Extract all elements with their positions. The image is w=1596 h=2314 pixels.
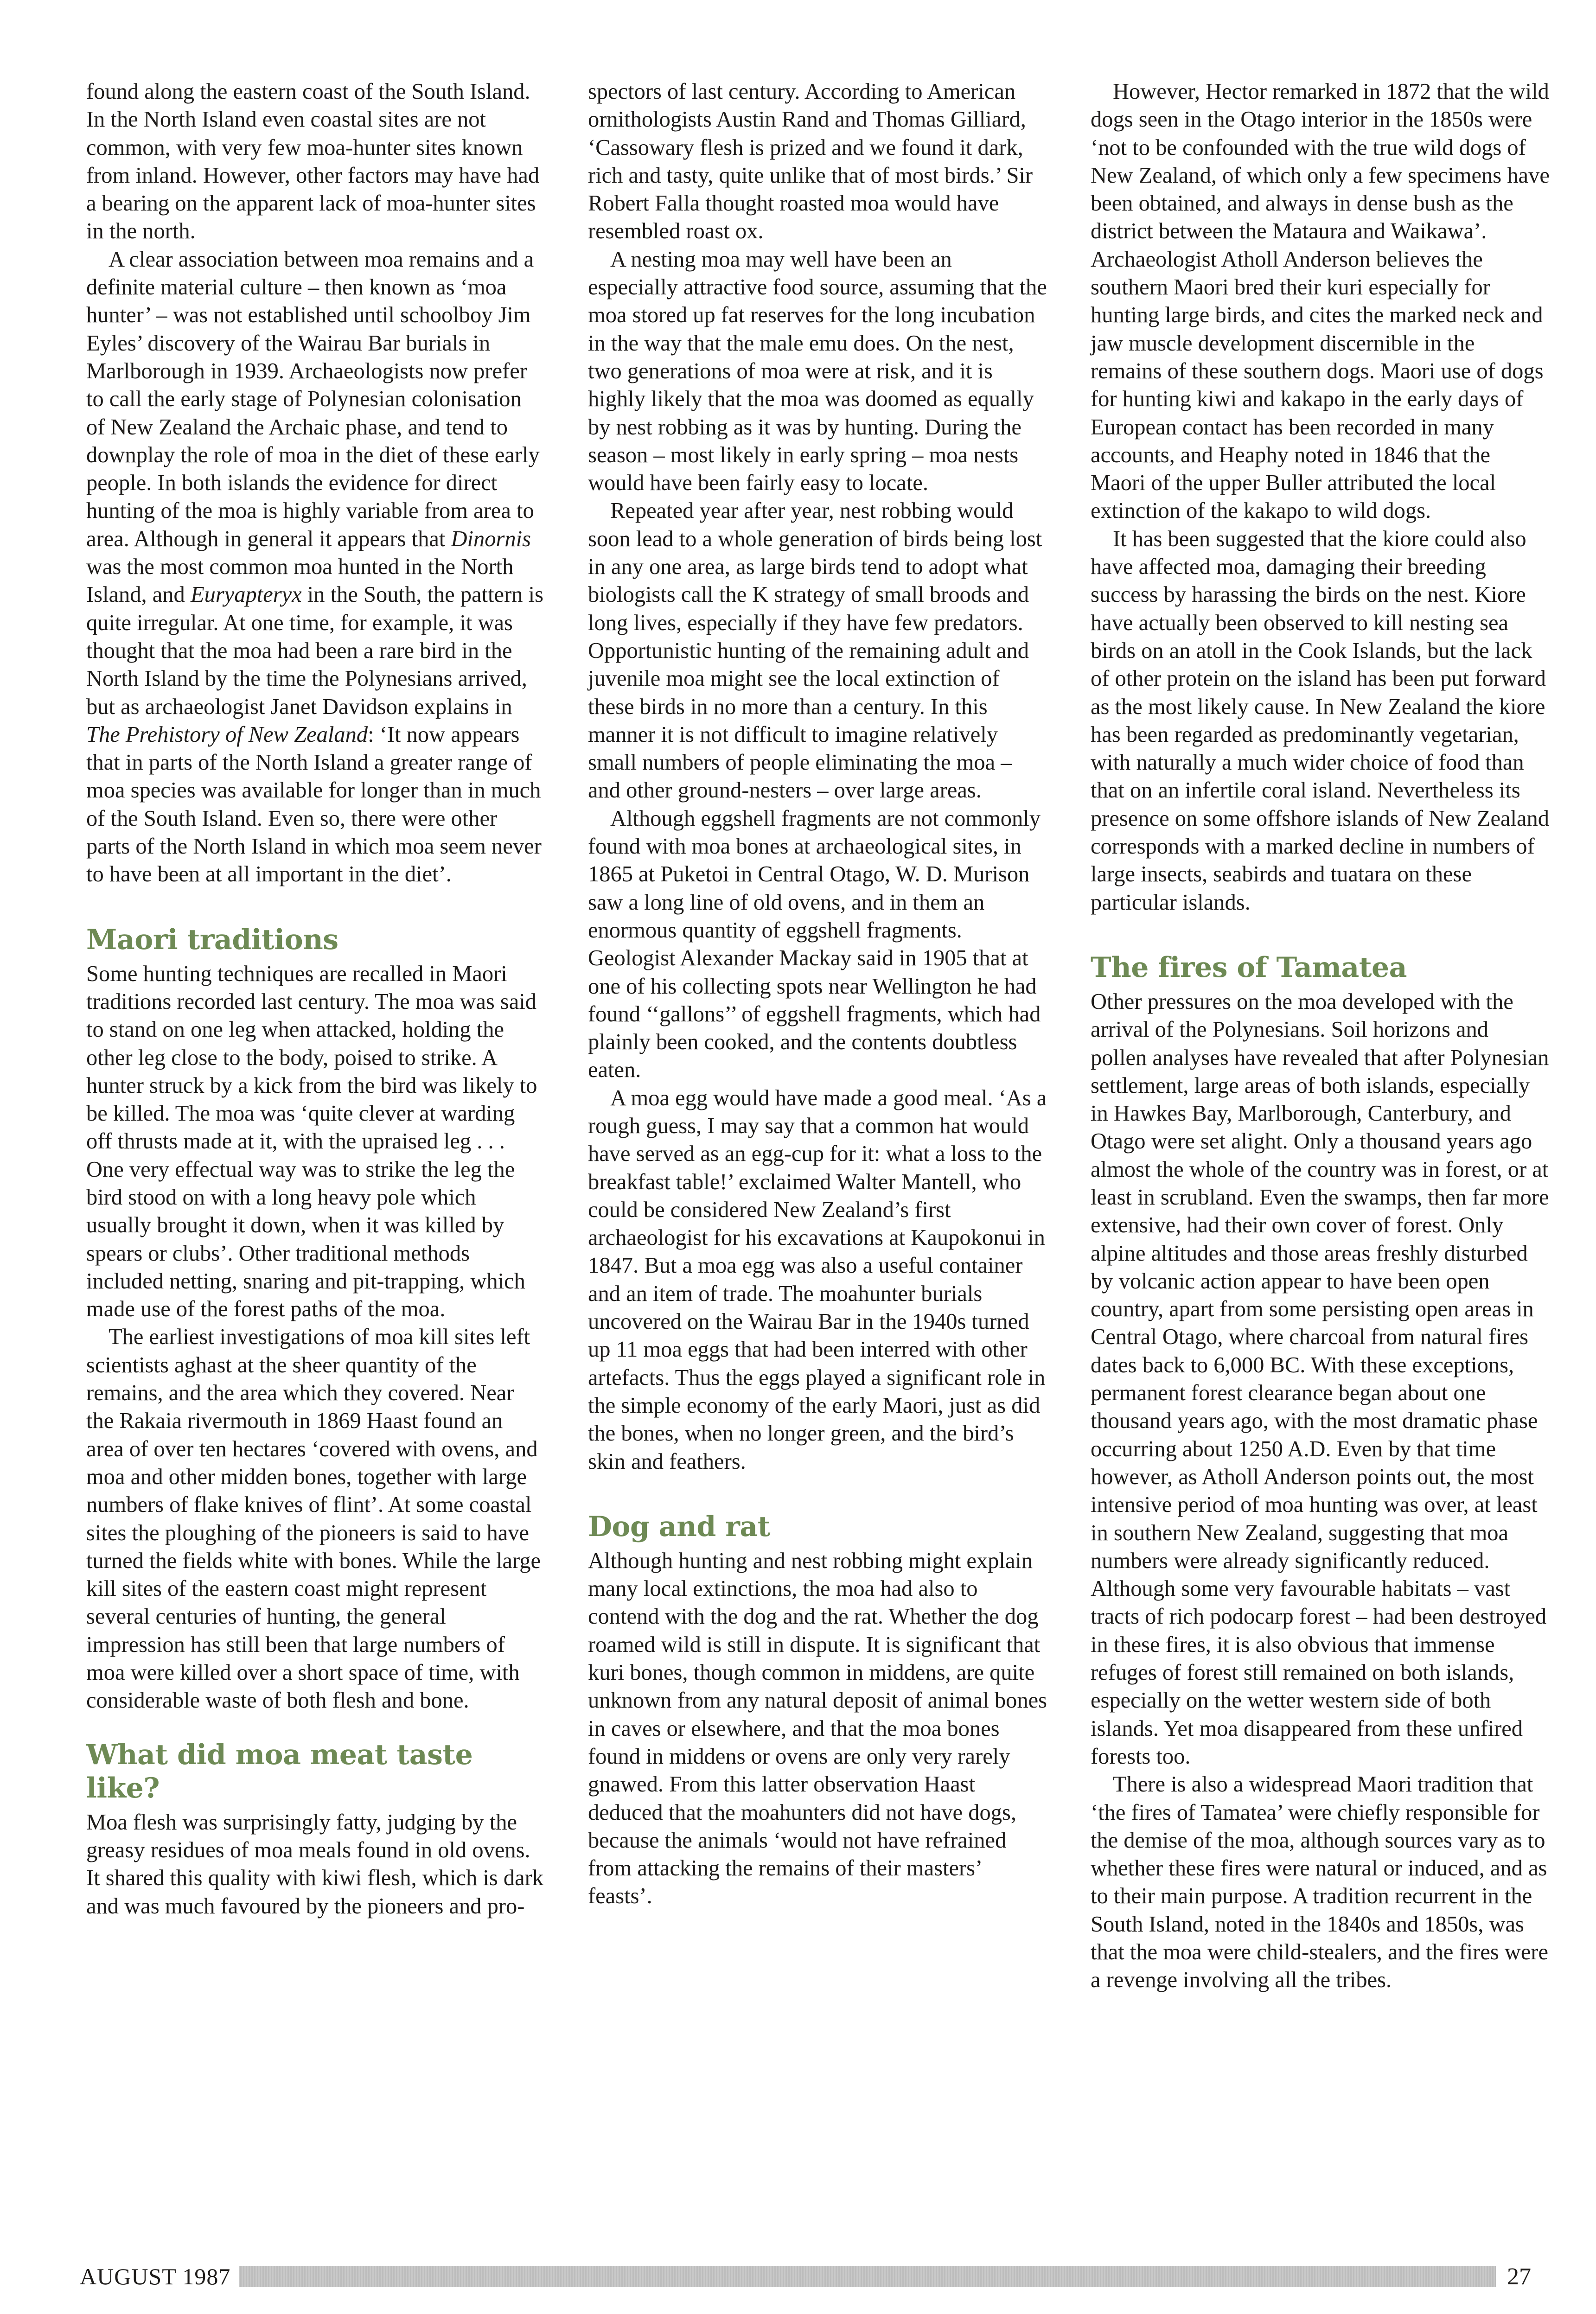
page-number: 27 [1507, 2263, 1531, 2290]
footer-rule [239, 2266, 1496, 2287]
paragraph: A moa egg would have made a good meal. ‘As a rough guess, I may say that a common hat would have served as an egg-cup for it: what a loss to the breakfast table!’ exclaimed Walter Mantell, who could be considered New Zealand’s first archaeologist for his excavations at Kaupokonui in 1847. But a moa egg was also a useful container and an item of trade. The moahunter burials uncovered on the Wairau Bar in the 1940s turned up 11 moa eggs that had been interred with other artefacts. Thus the eggs played a significant role in the simple economy of the early Maori, just as did the bones, when no longer green, and the bird’s skin and feathers. [588, 1085, 1047, 1474]
paragraph: Although eggshell fragments are not commonly found with moa bones at archaeological sites, in 1865 at Puketoi in Central Otago, W. D. Murison saw a long line of old ovens, and in them an enormous quantity of eggshell fragments. Geologist Alexander Mackay said in 1905 that at one of his collecting spots near Wellington he had found ‘‘gallons’’ of eggshell fragments, which had plainly been cooked, and the contents doubtless eaten. [588, 806, 1041, 1083]
issue-date: AUGUST 1987 [80, 2263, 231, 2289]
paragraph: Moa flesh was surprisingly fatty, judging by the greasy residues of moa meals found in old ovens. It shared this quality with kiwi flesh, which is dark and was much favoured by the pioneers and pro- [86, 1810, 544, 1919]
paragraph: A clear association between moa remains and a definite material culture – then known as ‘moa hunter’ – was not established until schoolboy Jim Eyles’ discovery of the Wairau Bar burials in Marlborough in 1939. Archaeologists now prefer to call the early stage of Polynesian colonisation of New Zealand the Archaic phase, and tend to downplay the role of moa in the diet of these early people. In both islands the evidence for direct hunting of the moa is highly variable from area to area. Although in general it appears that Dinornis was the most common moa hunted in the North Island, and Euryapteryx in the South, the pattern is quite irregular. At one time, for example, it was thought that the moa had been a rare bird in the North Island by the time the Polynesians arrived, but as archaeologist Janet Davidson explains in The Prehistory of New Zealand: ‘It now appears that in parts of the North Island a greater range of moa species was available for longer than in much of the South Island. Even so, there were other parts of the North Island in which moa seem never to have been at all important in the diet’. [86, 247, 543, 887]
paragraph: found along the eastern coast of the South Island. In the North Island even coastal sites are not common, with very few moa-hunter sites known from inland. However, other factors may have had a bearing on the apparent lack of moa-hunter sites in the north. [86, 79, 540, 244]
section-heading-dog-and-rat: Dog and rat [588, 1510, 770, 1543]
section-heading-maori-traditions: Maori traditions [86, 923, 338, 956]
paragraph: Although hunting and nest robbing might explain many local extinctions, the moa had also to contend with the dog and the rat. Whether the dog roamed wild is still in dispute. It is significant that kuri bones, though common in middens, are quite unknown from any natural deposit of animal bones in caves or elsewhere, and that the moa bones found in middens or ovens are only very rarely gnawed. From this latter observation Haast deduced that the moahunters did not have dogs, because the animals ‘would not have refrained from attacking the remains of their masters’ feasts’. [588, 1548, 1047, 1909]
column-3 [1091, 78, 1550, 1995]
paragraph: Other pressures on the moa developed with the arrival of the Polynesians. Soil horizons and pollen analyses have revealed that after Polynesian settlement, large areas of both islands, especially in Hawkes Bay, Marlborough, Canterbury, and Otago were set alight. Only a thousand years ago almost the whole of the country was in forest, or at least in scrubland. Even the swamps, then far more extensive, had their own cover of forest. Only alpine altitudes and those areas freshly disturbed by volcanic action appear to have been open country, apart from some persisting open areas in Central Otago, where charcoal from natural fires dates back to 6,000 BC. With these exceptions, permanent forest clearance began about one thousand years ago, with the most dramatic phase occurring about 1250 A.D. Even by that time however, as Atholl Anderson points out, the most intensive period of moa hunting was over, at least in southern New Zealand, suggesting that moa numbers were already significantly reduced. Although some very favourable habitats – vast tracts of rich podocarp forest – had been destroyed in these fires, it is also obvious that immense refuges of forest still remained on both islands, especially on the wetter western side of both islands. Yet moa disappeared from these unfired forests too. [1091, 989, 1549, 1769]
page-footer [80, 2258, 1531, 2295]
paragraph: There is also a widespread Maori tradition that ‘the fires of Tamatea’ were chiefly responsible for the demise of the moa, although sources vary as to whether these fires were natural or induced, and as to their main purpose. A tradition recurrent in the South Island, noted in the 1840s and 1850s, was that the moa were child-stealers, and the fires were a revenge involving all the tribes. [1091, 1772, 1549, 1993]
paragraph: Some hunting techniques are recalled in Maori traditions recorded last century. The moa was said to stand on one leg when attacked, holding the other leg close to the body, poised to strike. A hunter struck by a kick from the bird was likely to be killed. The moa was ‘quite clever at warding off thrusts made at it, with the upraised leg . . . One very effectual way was to strike the leg the bird stood on with a long heavy pole which usually brought it down, when it was killed by spears or clubs’. Other traditional methods included netting, snaring and pit-trapping, which made use of the forest paths of the moa. [86, 961, 537, 1322]
paragraph: However, Hector remarked in 1872 that the wild dogs seen in the Otago interior in the 1850s were ‘not to be confounded with the true wild dogs of New Zealand, of which only a few specimens have been obtained, and always in dense bush as the district between the Mataura and Waikawa’. Archaeologist Atholl Anderson believes the southern Maori bred their kuri especially for hunting large birds, and cites the marked neck and jaw muscle development discernible in the remains of these southern dogs. Maori use of dogs for hunting kiwi and kakapo in the early days of European contact has been recorded in many accounts, and Heaphy noted in 1846 that the Maori of the upper Buller attributed the local extinction of the kakapo to wild dogs. [1091, 79, 1550, 523]
column-1 [86, 78, 545, 1920]
paragraph: The earliest investigations of moa kill sites left scientists aghast at the sheer quantity of the remains, and the area which they covered. Near the Rakaia rivermouth in 1869 Haast found an area of over ten hectares ‘covered with ovens, and moa and other midden bones, together with large numbers of flake knives of flint’. At some coastal sites the ploughing of the pioneers is said to have turned the fields white with bones. While the large kill sites of the eastern coast might represent several centuries of hunting, the general impression has still been that large numbers of moa were killed over a short space of time, with considerable waste of both flesh and bone. [86, 1325, 541, 1713]
paragraph: Repeated year after year, nest robbing would soon lead to a whole generation of birds being lost in any one area, as large birds tend to adopt what biologists call the K strategy of small broods and long lives, especially if they have few predators. Opportunistic hunting of the remaining adult and juvenile moa might see the local extinction of these birds in no more than a century. In this manner it is not difficult to imagine relatively small numbers of people eliminating the moa – and other ground-nesters – over large areas. [588, 498, 1042, 803]
paragraph: spectors of last century. According to American ornithologists Austin Rand and Thomas Gilliard, ‘Cassowary flesh is prized and we found it dark, rich and tasty, quite unlike that of most birds.’ Sir Robert Falla thought roasted moa would have resembled roast ox. [588, 79, 1033, 244]
section-heading-fires-of-tamatea: The fires of Tamatea [1091, 951, 1407, 984]
column-2 [588, 78, 1047, 1911]
paragraph: A nesting moa may well have been an especially attractive food source, assuming that the moa stored up fat reserves for the long incubation in the way that the male emu does. On the nest, two generations of moa were at risk, and it is highly likely that the moa was doomed as equally by nest robbing as it was by hunting. During the season – most likely in early spring – moa nests would have been fairly easy to locate. [588, 247, 1047, 496]
section-heading-moa-meat-taste: What did moa meat taste like? [86, 1738, 473, 1804]
paragraph: It has been suggested that the kiore could also have affected moa, damaging their breeding success by harassing the birds on the nest. Kiore have actually been observed to kill nesting sea birds on an atoll in the Cook Islands, but the lack of other protein on the island has been put forward as the most likely cause. In New Zealand the kiore has been regarded as predominantly vegetarian, with naturally a much wider choice of food than that on an infertile coral island. Nevertheless its presence on some offshore islands of New Zealand corresponds with a marked decline in numbers of large insects, seabirds and tuatara on these particular islands. [1091, 526, 1549, 915]
